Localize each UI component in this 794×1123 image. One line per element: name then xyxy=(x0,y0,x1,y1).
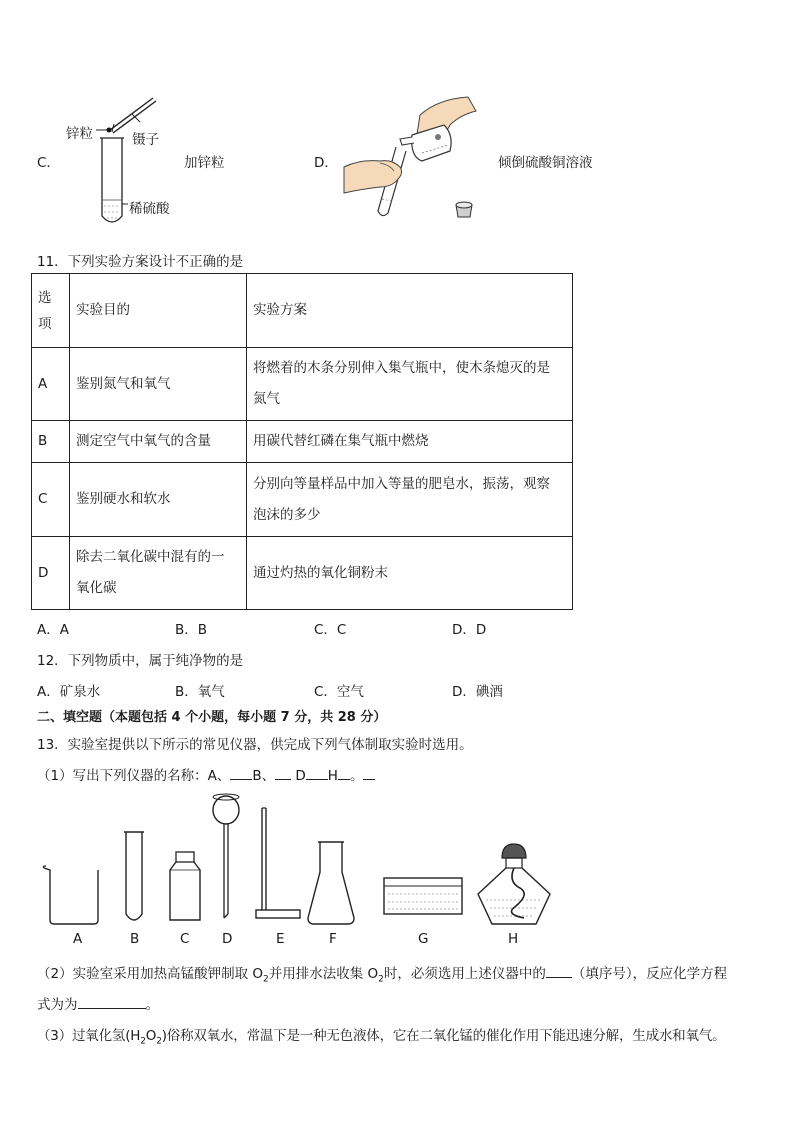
row-purpose: 测定空气中氧气的含量 xyxy=(76,433,211,449)
row-option: D xyxy=(38,564,49,581)
q13-sub2-text: （2）实验室采用加热高锰酸钾制取 O xyxy=(37,966,264,982)
table-row xyxy=(32,537,573,610)
blank-equation[interactable] xyxy=(78,994,146,1009)
conical-flask-icon xyxy=(308,842,354,924)
header-purpose: 实验目的 xyxy=(76,302,130,318)
row-option: A xyxy=(38,375,48,392)
header-plan: 实验方案 xyxy=(253,302,307,318)
test-tube-icon xyxy=(124,832,144,920)
q13-sub2-text: （填序号），反应化学方程 xyxy=(571,966,728,982)
q11-choice-c: C．C xyxy=(314,622,347,638)
q13-sub1-prefix: （1）写出下列仪器的名称：A、 xyxy=(37,768,231,784)
pouring-solution-figure xyxy=(340,95,490,225)
row-option: B xyxy=(38,433,48,449)
section-heading: 二、填空题（本题包括 4 个小题，每小题 7 分，共 28 分） xyxy=(37,710,387,725)
apparatus-figure xyxy=(30,790,570,930)
row-plan: 用碳代替红磷在集气瓶中燃烧 xyxy=(253,433,429,449)
q13-sub3-text: )俗称双氧水，常温下是一种无色液体，它在二氧化锰的催化作用下能迅速分解，生成水和氧气。 xyxy=(161,1028,726,1044)
q13-sub2-line1 xyxy=(37,962,727,985)
option-c-caption: 加锌粒 xyxy=(184,155,225,171)
q12-choice-d: D．碘酒 xyxy=(452,684,503,700)
apparatus-label-h: H xyxy=(508,931,519,947)
row-purpose: 除去二氧化碳中混有的一 xyxy=(76,549,225,565)
q13-sub2-text: 。 xyxy=(145,997,159,1013)
q11-choice-d: D．D xyxy=(452,622,487,638)
q13-sub2-line2 xyxy=(37,993,159,1013)
q12-choice-b: B．氧气 xyxy=(175,684,225,700)
row-plan: 将燃着的木条分别伸入集气瓶中，使木条熄灭的是 xyxy=(253,360,550,376)
alcohol-lamp-icon xyxy=(478,844,550,924)
row-purpose: 鉴别氮气和氧气 xyxy=(76,375,171,392)
wide-mouth-bottle-icon xyxy=(170,852,200,920)
q13-sub1-h: H xyxy=(327,768,338,784)
q12-stem: 12．下列物质中，属于纯净物的是 xyxy=(37,653,244,669)
q12-choice-a: A．矿泉水 xyxy=(37,684,101,700)
table-header-row xyxy=(32,274,573,348)
header-option-2: 项 xyxy=(38,315,52,332)
label-dilute-sulfuric-acid: 稀硫酸 xyxy=(129,201,170,217)
beaker-icon xyxy=(43,866,98,924)
q13-sub1-end: 。 xyxy=(349,768,364,784)
q13-sub2-text: 式为为 xyxy=(37,997,78,1013)
row-plan: 分别向等量样品中加入等量的肥皂水，振荡，观察 xyxy=(253,475,550,492)
q13-sub3 xyxy=(37,1024,725,1047)
header-option-1: 选 xyxy=(38,289,52,306)
label-tweezers: 镊子 xyxy=(132,132,159,148)
long-neck-funnel-icon xyxy=(213,794,239,918)
blank-d[interactable] xyxy=(306,765,328,780)
zinc-test-tube-figure xyxy=(60,92,190,232)
q11-stem: 11．下列实验方案设计不正确的是 xyxy=(37,254,244,270)
row-plan: 通过灼热的氧化铜粉末 xyxy=(253,564,388,581)
q13-sub1-b: B、 xyxy=(252,768,276,784)
q13-sub1 xyxy=(37,764,375,784)
row-purpose: 氧化碳 xyxy=(76,580,117,596)
apparatus-label-c: C xyxy=(180,931,190,947)
iron-stand-icon xyxy=(256,808,300,918)
apparatus-label-b: B xyxy=(130,931,140,947)
subscript: 2 xyxy=(156,1036,162,1047)
q13-stem: 13．实验室提供以下所示的常见仪器，供完成下列气体制取实验时选用。 xyxy=(37,737,473,753)
apparatus-label-d: D xyxy=(222,931,233,947)
q12-choice-c: C．空气 xyxy=(314,684,364,700)
subscript: 2 xyxy=(378,974,384,985)
apparatus-label-f: F xyxy=(329,931,337,947)
q13-sub2-text: 时，必须选用上述仪器中的 xyxy=(383,966,546,982)
water-trough-icon xyxy=(384,878,462,914)
table-row xyxy=(32,421,573,463)
blank-h[interactable] xyxy=(338,765,350,780)
blank-b[interactable] xyxy=(275,765,291,780)
table-row xyxy=(32,463,573,537)
row-purpose: 鉴别硬水和软水 xyxy=(76,491,171,507)
q11-choice-a: A．A xyxy=(37,622,69,638)
row-plan: 泡沫的多少 xyxy=(253,506,321,523)
blank-a[interactable] xyxy=(230,765,252,780)
apparatus-label-a: A xyxy=(73,931,83,947)
blank-apparatus[interactable] xyxy=(546,963,572,978)
row-option: C xyxy=(38,491,48,507)
apparatus-label-g: G xyxy=(418,931,429,947)
q13-sub2-text: 并用排水法收集 O xyxy=(268,966,379,982)
q13-sub3-text: O xyxy=(145,1028,157,1044)
label-zinc: 锌粒 xyxy=(66,126,93,142)
apparatus-label-e: E xyxy=(276,931,285,947)
q13-sub1-d: D xyxy=(295,768,306,784)
subscript: 2 xyxy=(140,1036,146,1047)
q11-choice-b: B．B xyxy=(175,622,208,638)
row-plan: 氮气 xyxy=(253,391,280,407)
q13-sub3-text: （3）过氧化氢(H xyxy=(37,1028,141,1044)
option-d-letter: D． xyxy=(314,155,338,171)
subscript: 2 xyxy=(263,974,269,985)
blank-end xyxy=(363,765,375,780)
option-c-letter: C． xyxy=(37,155,60,171)
option-d-caption: 倾倒硫酸铜溶液 xyxy=(498,155,593,171)
q11-table xyxy=(31,273,573,610)
table-row xyxy=(32,348,573,421)
